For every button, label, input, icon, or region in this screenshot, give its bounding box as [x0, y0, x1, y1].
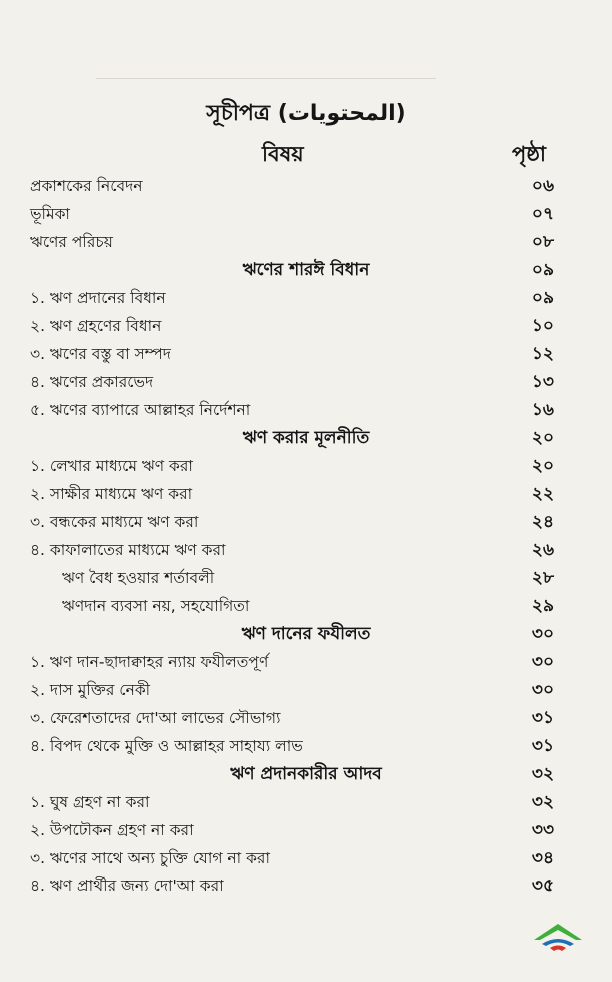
entry-label: ভূমিকা	[30, 205, 70, 223]
page-number: ২৯	[531, 596, 554, 616]
entry-label: ৫. ঋণের ব্যাপারে আল্লাহর নির্দেশনা	[30, 401, 251, 419]
page-number: ৩০	[531, 652, 554, 672]
entry-label: ঋণের পরিচয়	[30, 233, 113, 251]
page-number: ০৭	[531, 204, 554, 224]
page-number: ০৮	[531, 232, 554, 252]
page-number: ০৯	[531, 288, 554, 308]
toc-row	[0, 592, 612, 620]
entry-label: ৩. বন্ধকের মাধ্যমে ঋণ করা	[30, 513, 199, 531]
toc-row	[0, 284, 612, 312]
header-page: পৃষ্ঠা	[512, 142, 547, 166]
toc-row	[0, 396, 612, 424]
toc-header	[0, 138, 612, 168]
toc-row	[0, 788, 612, 816]
page-number: ৩১	[531, 708, 554, 728]
toc-row	[0, 564, 612, 592]
toc-section-row	[0, 424, 612, 452]
toc-row	[0, 508, 612, 536]
page-number: ১২	[531, 344, 554, 364]
toc-list	[0, 172, 612, 900]
section-heading: ঋণের শারঈ বিধান	[242, 260, 370, 280]
entry-label: ১. ঋণ দান-ছাদাক্বাহর ন্যায় ফযীলতপূর্ণ	[30, 653, 269, 671]
publisher-logo-icon	[532, 920, 584, 956]
toc-section-row	[0, 620, 612, 648]
page-number: ২০	[531, 456, 554, 476]
toc-row	[0, 340, 612, 368]
entry-label: প্রকাশকের নিবেদন	[30, 177, 143, 195]
page-number: ১৩	[531, 372, 554, 392]
entry-label: ৪. কাফালাতের মাধ্যমে ঋণ করা	[30, 541, 226, 559]
page-number: ১৬	[531, 400, 554, 420]
entry-label: ১. ঋণ প্রদানের বিধান	[30, 289, 166, 307]
entry-label: ৩. ঋণের বস্তু বা সম্পদ	[30, 345, 171, 363]
section-heading: ঋণ করার মূলনীতি	[242, 428, 370, 448]
page-title: সূচীপত্র (المحتويات)	[206, 101, 406, 126]
toc-row	[0, 704, 612, 732]
section-heading: ঋণ প্রদানকারীর আদব	[230, 764, 382, 784]
entry-label: ৩. ফেরেশতাদের দো'আ লাভের সৌভাগ্য	[30, 709, 281, 727]
toc-row	[0, 732, 612, 760]
toc-row	[0, 312, 612, 340]
page-number: ০৯	[531, 260, 554, 280]
page-number: ৩০	[531, 624, 554, 644]
page-number: ২৬	[531, 540, 554, 560]
page-number: ২২	[531, 484, 554, 504]
entry-label: ৪. বিপদ থেকে মুক্তি ও আল্লাহর সাহায্য লাভ	[30, 737, 303, 755]
toc-row	[0, 816, 612, 844]
entry-label: ১. লেখার মাধ্যমে ঋণ করা	[30, 457, 193, 475]
page-number: ০৬	[531, 176, 554, 196]
toc-row	[0, 368, 612, 396]
entry-label: ৪. ঋণের প্রকারভেদ	[30, 373, 154, 391]
section-heading: ঋণ দানের ফযীলত	[241, 624, 371, 644]
toc-row	[0, 872, 612, 900]
header-subject: বিষয়	[262, 142, 304, 166]
toc-row	[0, 676, 612, 704]
page-number: ৩৫	[531, 876, 554, 896]
toc-row	[0, 228, 612, 256]
toc-row	[0, 200, 612, 228]
entry-label: ২. ঋণ গ্রহণের বিধান	[30, 317, 162, 335]
entry-label: ৩. ঋণের সাথে অন্য চুক্তি যোগ না করা	[30, 849, 270, 867]
toc-row	[0, 480, 612, 508]
entry-label: ১. ঘুষ গ্রহণ না করা	[30, 793, 150, 811]
page-number: ৩২	[531, 792, 554, 812]
entry-label: ৪. ঋণ প্রার্থীর জন্য দো'আ করা	[30, 877, 224, 895]
entry-label: ২. উপঢৌকন গ্রহণ না করা	[30, 821, 194, 839]
toc-section-row	[0, 256, 612, 284]
toc-row	[0, 172, 612, 200]
page-number: ৩৪	[531, 848, 554, 868]
page-number: ২০	[531, 428, 554, 448]
page-number: ২৮	[531, 568, 554, 588]
page-number: ৩৩	[531, 820, 554, 840]
toc-row	[0, 452, 612, 480]
toc-row	[0, 648, 612, 676]
entry-label: ২. দাস মুক্তির নেকী	[30, 681, 151, 699]
page-number: ৩১	[531, 736, 554, 756]
faded-rule	[96, 78, 436, 79]
toc-row	[0, 536, 612, 564]
entry-label: ঋণদান ব্যবসা নয়, সহযোগিতা	[62, 597, 250, 615]
page-number: ৩০	[531, 680, 554, 700]
toc-row	[0, 844, 612, 872]
page-number: ১০	[531, 316, 554, 336]
entry-label: ঋণ বৈধ হওয়ার শর্তাবলী	[62, 569, 215, 587]
page-number: ২৪	[531, 512, 554, 532]
entry-label: ২. সাক্ষীর মাধ্যমে ঋণ করা	[30, 485, 193, 503]
toc-section-row	[0, 760, 612, 788]
page-number: ৩২	[531, 764, 554, 784]
